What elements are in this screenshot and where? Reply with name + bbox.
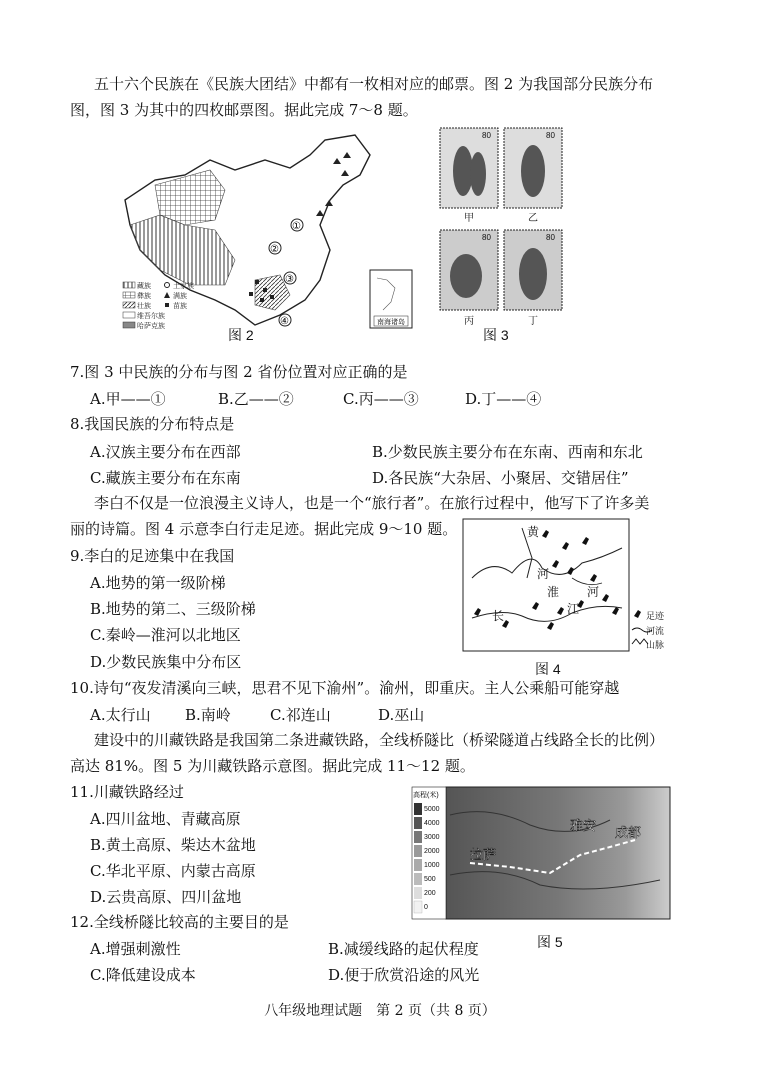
label-chang: 长 bbox=[492, 609, 505, 623]
q12-stem: 12.全线桥隧比较高的主要目的是 bbox=[70, 913, 289, 931]
legend-tujia: 土家族 bbox=[173, 283, 194, 290]
q10-option-b: B.南岭 bbox=[185, 706, 231, 724]
figure-3-stamps bbox=[438, 126, 568, 331]
stamp-2-value: 80 bbox=[546, 131, 555, 140]
q8-option-d: D.各民族“大杂居、小聚居、交错居住” bbox=[372, 469, 629, 487]
intro3-line-2: 高达 81%。图 5 为川藏铁路示意图。据此完成 11～12 题。 bbox=[70, 757, 475, 775]
legend-zang: 藏族 bbox=[137, 283, 151, 290]
q9-option-d: D.少数民族集中分布区 bbox=[90, 653, 242, 671]
fig4-legend-mountain: 山脉 bbox=[646, 640, 665, 650]
label-he-1: 河 bbox=[537, 567, 550, 581]
q12-option-b: B.减缓线路的起伏程度 bbox=[328, 940, 479, 958]
marker-3: ③ bbox=[285, 274, 294, 285]
legend-kazakh: 哈萨克族 bbox=[137, 323, 165, 330]
fig4-legend-footprint: 足迹 bbox=[646, 611, 665, 621]
page-footer: 八年级地理试题 第 2 页（共 8 页） bbox=[264, 1003, 496, 1019]
elev-4000: 4000 bbox=[424, 820, 440, 827]
intro-line-2: 图，图 3 为其中的四枚邮票图。据此完成 7～8 题。 bbox=[70, 101, 418, 119]
q9-option-b: B.地势的第二、三级阶梯 bbox=[90, 600, 256, 618]
q12-option-c: C.降低建设成本 bbox=[90, 966, 196, 984]
legend-uyghur: 维吾尔族 bbox=[137, 313, 165, 320]
label-huai: 淮 bbox=[547, 585, 560, 599]
stamp-4-value: 80 bbox=[546, 233, 555, 242]
q7-stem: 7.图 3 中民族的分布与图 2 省份位置对应正确的是 bbox=[70, 363, 408, 381]
q11-option-c: C.华北平原、内蒙古高原 bbox=[90, 862, 256, 880]
intro-line-1: 五十六个民族在《民族大团结》中都有一枚相对应的邮票。图 2 为我国部分民族分布 bbox=[94, 75, 654, 93]
q11-option-b: B.黄土高原、柴达木盆地 bbox=[90, 836, 256, 854]
q10-option-a: A.太行山 bbox=[90, 706, 151, 724]
label-huang: 黄 bbox=[527, 525, 540, 539]
stamp-4-label: 丁 bbox=[528, 316, 538, 327]
elev-5000: 5000 bbox=[424, 806, 440, 813]
q8-option-a: A.汉族主要分布在西部 bbox=[90, 443, 241, 461]
q10-stem: 10.诗句“夜发清溪向三峡，思君不见下渝州”。渝州，即重庆。主人公乘船可能穿越 bbox=[70, 679, 620, 697]
stamp-2-label: 乙 bbox=[528, 213, 538, 224]
q7-option-b: B.乙——② bbox=[218, 390, 294, 408]
intro2-line-2: 丽的诗篇。图 4 示意李白行走足迹。据此完成 9～10 题。 bbox=[70, 520, 458, 538]
q8-stem: 8.我国民族的分布特点是 bbox=[70, 415, 235, 433]
city-yaan: 雅安 bbox=[570, 819, 597, 834]
legend-manchu: 满族 bbox=[173, 293, 187, 300]
q10-option-d: D.巫山 bbox=[378, 706, 425, 724]
stamps-illustration bbox=[438, 126, 568, 331]
legend-zhuang: 壮族 bbox=[137, 303, 151, 310]
elev-1000: 1000 bbox=[424, 862, 440, 869]
q7-option-a: A.甲——① bbox=[90, 390, 166, 408]
q9-option-c: C.秦岭—淮河以北地区 bbox=[90, 626, 241, 644]
stamp-3-value: 80 bbox=[482, 233, 491, 242]
label-jiang: 江 bbox=[567, 602, 580, 616]
elev-0: 0 bbox=[424, 904, 428, 911]
figure-5-railway-map bbox=[410, 785, 672, 923]
figure-4-caption: 图 4 bbox=[535, 661, 561, 677]
city-lhasa: 拉萨 bbox=[470, 848, 497, 863]
marker-2: ② bbox=[270, 244, 279, 255]
legend-yi: 彝族 bbox=[137, 293, 151, 300]
q11-option-d: D.云贵高原、四川盆地 bbox=[90, 888, 242, 906]
q8-option-b: B.少数民族主要分布在东南、西南和东北 bbox=[372, 443, 643, 461]
marker-1: ① bbox=[292, 221, 301, 232]
elev-500: 500 bbox=[424, 876, 436, 883]
legend-miao: 苗族 bbox=[173, 303, 187, 310]
q7-option-c: C.丙——③ bbox=[343, 390, 419, 408]
inset-label: 南海诸岛 bbox=[377, 319, 405, 326]
q10-option-c: C.祁连山 bbox=[270, 706, 331, 724]
marker-4: ④ bbox=[280, 316, 289, 327]
figure-2-caption: 图 2 bbox=[228, 327, 254, 343]
q8-option-c: C.藏族主要分布在东南 bbox=[90, 469, 241, 487]
fig5-legend-title: 高程(米) bbox=[413, 792, 439, 799]
q12-option-a: A.增强刺激性 bbox=[90, 940, 181, 958]
figure-2-ethnic-map bbox=[115, 130, 435, 345]
elev-200: 200 bbox=[424, 890, 436, 897]
figure-4-libai-map bbox=[462, 518, 680, 656]
q11-stem: 11.川藏铁路经过 bbox=[70, 783, 184, 801]
figure-3-caption: 图 3 bbox=[483, 327, 509, 343]
city-chengdu: 成都 bbox=[615, 826, 642, 841]
q12-option-d: D.便于欣赏沿途的风光 bbox=[328, 966, 480, 984]
fig4-legend-river: 河流 bbox=[646, 626, 665, 636]
q7-option-d: D.丁——④ bbox=[465, 390, 542, 408]
elev-2000: 2000 bbox=[424, 848, 440, 855]
stamp-3-label: 丙 bbox=[464, 316, 474, 327]
figure-5-caption: 图 5 bbox=[537, 934, 563, 950]
stamp-1-value: 80 bbox=[482, 131, 491, 140]
q9-stem: 9.李白的足迹集中在我国 bbox=[70, 547, 235, 565]
q11-option-a: A.四川盆地、青藏高原 bbox=[90, 810, 241, 828]
label-he-2: 河 bbox=[587, 585, 600, 599]
intro3-line-1: 建设中的川藏铁路是我国第二条进藏铁路，全线桥隧比（桥梁隧道占线路全长的比例） bbox=[94, 731, 665, 749]
intro2-line-1: 李白不仅是一位浪漫主义诗人，也是一个“旅行者”。在旅行过程中，他写下了许多美 bbox=[94, 494, 650, 512]
elev-3000: 3000 bbox=[424, 834, 440, 841]
stamp-1-label: 甲 bbox=[464, 213, 474, 224]
q9-option-a: A.地势的第一级阶梯 bbox=[90, 574, 226, 592]
